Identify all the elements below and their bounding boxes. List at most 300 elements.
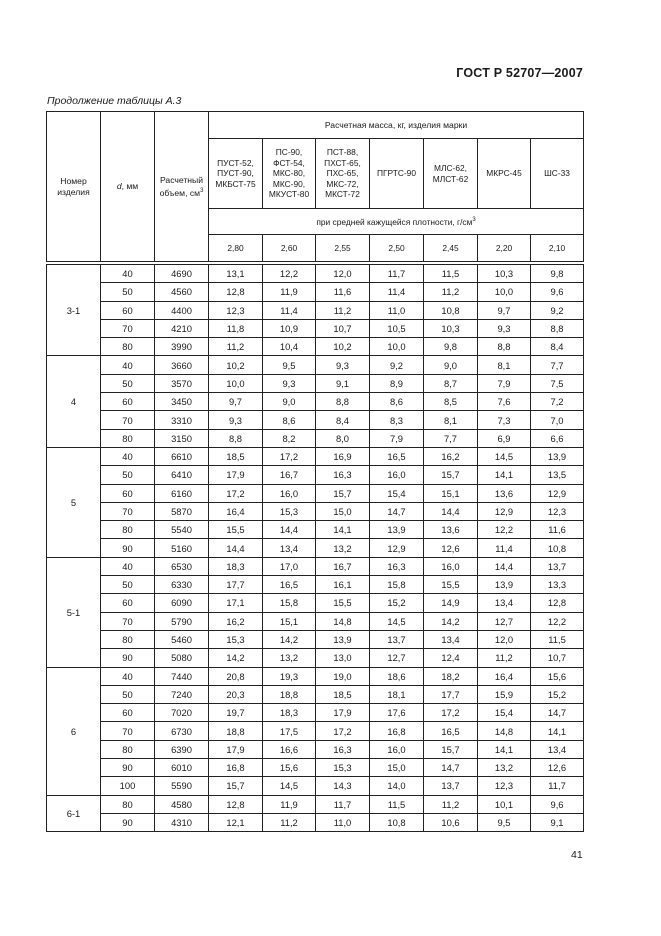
d-cell: 40 xyxy=(101,557,155,575)
mass-cell: 14,2 xyxy=(263,630,316,648)
mass-cell: 15,6 xyxy=(531,667,584,685)
volume-cell: 3570 xyxy=(155,374,209,392)
mass-cell: 14,7 xyxy=(370,502,424,520)
mass-cell: 14,5 xyxy=(263,777,316,795)
volume-cell: 5160 xyxy=(155,539,209,557)
mass-cell: 13,1 xyxy=(209,265,263,283)
table-row xyxy=(47,759,584,777)
table-row xyxy=(47,630,584,648)
mass-cell: 15,4 xyxy=(370,484,424,502)
table-body xyxy=(47,265,584,832)
page-number: 41 xyxy=(571,849,583,861)
table-row xyxy=(47,429,584,447)
mass-cell: 9,7 xyxy=(209,393,263,411)
mass-cell: 8,0 xyxy=(316,429,370,447)
mass-cell: 9,6 xyxy=(531,283,584,301)
volume-cell: 3990 xyxy=(155,338,209,356)
volume-cell: 4580 xyxy=(155,795,209,813)
mass-cell: 19,0 xyxy=(316,667,370,685)
mass-cell: 6,9 xyxy=(478,429,531,447)
mass-cell: 13,2 xyxy=(316,539,370,557)
mass-cell: 14,7 xyxy=(424,759,478,777)
d-cell: 80 xyxy=(101,338,155,356)
mass-cell: 10,8 xyxy=(424,301,478,319)
mass-cell: 15,4 xyxy=(478,704,531,722)
d-cell: 50 xyxy=(101,685,155,703)
mass-cell: 16,0 xyxy=(370,466,424,484)
mass-cell: 12,0 xyxy=(478,630,531,648)
table-row xyxy=(47,319,584,337)
d-cell: 50 xyxy=(101,374,155,392)
mass-cell: 16,2 xyxy=(424,447,478,465)
volume-cell: 4560 xyxy=(155,283,209,301)
mass-cell: 13,3 xyxy=(531,576,584,594)
mass-cell: 11,7 xyxy=(316,795,370,813)
table-row xyxy=(47,649,584,667)
table-caption: Продолжение таблицы А.3 xyxy=(47,95,182,107)
mass-cell: 8,8 xyxy=(531,319,584,337)
mass-cell: 13,9 xyxy=(531,447,584,465)
mass-cell: 16,8 xyxy=(209,759,263,777)
mass-cell: 18,3 xyxy=(263,704,316,722)
brand-line: ШС-33 xyxy=(544,168,570,179)
d-cell: 80 xyxy=(101,521,155,539)
header-density-value: 2,20 xyxy=(478,235,531,262)
mass-cell: 15,2 xyxy=(531,685,584,703)
mass-cell: 9,0 xyxy=(263,393,316,411)
mass-cell: 8,8 xyxy=(478,338,531,356)
d-cell: 70 xyxy=(101,319,155,337)
mass-cell: 9,3 xyxy=(263,374,316,392)
volume-cell: 6730 xyxy=(155,722,209,740)
table-row xyxy=(47,393,584,411)
item-number-cell: 6 xyxy=(47,667,101,795)
volume-cell: 6090 xyxy=(155,594,209,612)
mass-cell: 17,7 xyxy=(424,685,478,703)
mass-cell: 16,0 xyxy=(424,557,478,575)
mass-cell: 14,5 xyxy=(370,612,424,630)
mass-cell: 8,6 xyxy=(370,393,424,411)
mass-cell: 16,8 xyxy=(370,722,424,740)
volume-cell: 6390 xyxy=(155,740,209,758)
volume-cell: 6330 xyxy=(155,576,209,594)
d-cell: 100 xyxy=(101,777,155,795)
mass-cell: 15,2 xyxy=(370,594,424,612)
mass-cell: 15,3 xyxy=(316,759,370,777)
mass-cell: 12,8 xyxy=(209,795,263,813)
brand-line: МЛСТ-62 xyxy=(432,173,469,184)
d-cell: 80 xyxy=(101,429,155,447)
volume-cell: 3450 xyxy=(155,393,209,411)
mass-cell: 14,1 xyxy=(531,722,584,740)
mass-cell: 17,6 xyxy=(370,704,424,722)
mass-cell: 10,3 xyxy=(424,319,478,337)
volume-cell: 6610 xyxy=(155,447,209,465)
header-density-value: 2,55 xyxy=(316,235,370,262)
mass-cell: 9,5 xyxy=(478,813,531,831)
brand-line: ПС-90, xyxy=(275,147,303,158)
header-brand-3 xyxy=(316,139,370,209)
mass-cell: 11,5 xyxy=(424,265,478,283)
mass-cell: 15,5 xyxy=(209,521,263,539)
mass-cell: 18,8 xyxy=(209,722,263,740)
mass-cell: 12,2 xyxy=(478,521,531,539)
mass-cell: 10,8 xyxy=(531,539,584,557)
mass-cell: 10,4 xyxy=(263,338,316,356)
mass-cell: 7,2 xyxy=(531,393,584,411)
header-brand-5 xyxy=(424,139,478,209)
brand-line: ПХС-65, xyxy=(326,168,359,179)
header-brand-1 xyxy=(209,139,263,209)
mass-cell: 10,0 xyxy=(478,283,531,301)
mass-cell: 9,5 xyxy=(263,356,316,374)
volume-cell: 3660 xyxy=(155,356,209,374)
mass-cell: 13,4 xyxy=(263,539,316,557)
mass-cell: 11,9 xyxy=(263,283,316,301)
d-cell: 90 xyxy=(101,649,155,667)
mass-cell: 13,9 xyxy=(370,521,424,539)
mass-cell: 13,7 xyxy=(531,557,584,575)
mass-cell: 13,6 xyxy=(478,484,531,502)
table-row xyxy=(47,685,584,703)
table-row xyxy=(47,594,584,612)
mass-cell: 14,1 xyxy=(316,521,370,539)
mass-cell: 12,3 xyxy=(478,777,531,795)
mass-cell: 14,0 xyxy=(370,777,424,795)
mass-cell: 16,1 xyxy=(316,576,370,594)
mass-cell: 14,7 xyxy=(531,704,584,722)
brand-line: ПХСТ-65, xyxy=(324,157,361,168)
item-number-cell: 3-1 xyxy=(47,265,101,356)
mass-cell: 12,7 xyxy=(478,612,531,630)
mass-cell: 11,2 xyxy=(263,813,316,831)
mass-cell: 8,4 xyxy=(316,411,370,429)
brand-line: ПУСТ-90, xyxy=(217,168,254,179)
d-cell: 70 xyxy=(101,411,155,429)
mass-cell: 19,3 xyxy=(263,667,316,685)
mass-cell: 10,7 xyxy=(531,649,584,667)
mass-cell: 15,1 xyxy=(263,612,316,630)
mass-cell: 14,4 xyxy=(209,539,263,557)
mass-cell: 9,1 xyxy=(316,374,370,392)
mass-cell: 12,7 xyxy=(370,649,424,667)
table-row xyxy=(47,576,584,594)
mass-cell: 11,2 xyxy=(316,301,370,319)
mass-cell: 14,3 xyxy=(316,777,370,795)
brand-line: ФСТ-54, xyxy=(273,157,305,168)
header-mass-title: Расчетная масса, кг, изделия марки xyxy=(209,112,584,139)
mass-cell: 17,2 xyxy=(209,484,263,502)
table-row xyxy=(47,777,584,795)
table-row xyxy=(47,521,584,539)
d-cell: 50 xyxy=(101,283,155,301)
volume-cell: 6530 xyxy=(155,557,209,575)
mass-cell: 12,9 xyxy=(370,539,424,557)
mass-cell: 8,8 xyxy=(316,393,370,411)
table-row xyxy=(47,301,584,319)
mass-cell: 10,0 xyxy=(209,374,263,392)
d-cell: 40 xyxy=(101,356,155,374)
mass-cell: 11,0 xyxy=(316,813,370,831)
mass-cell: 8,1 xyxy=(424,411,478,429)
mass-cell: 20,8 xyxy=(209,667,263,685)
mass-cell: 12,1 xyxy=(209,813,263,831)
brand-line: МКБСТ-75 xyxy=(215,178,256,189)
table-row xyxy=(47,539,584,557)
mass-cell: 18,6 xyxy=(370,667,424,685)
mass-cell: 7,3 xyxy=(478,411,531,429)
mass-cell: 11,2 xyxy=(478,649,531,667)
mass-cell: 17,2 xyxy=(316,722,370,740)
volume-cell: 5080 xyxy=(155,649,209,667)
volume-cell: 5590 xyxy=(155,777,209,795)
mass-cell: 13,4 xyxy=(531,740,584,758)
brand-line: МКС-72, xyxy=(326,178,359,189)
table-row xyxy=(47,704,584,722)
table-row xyxy=(47,484,584,502)
mass-cell: 9,6 xyxy=(531,795,584,813)
volume-cell: 4310 xyxy=(155,813,209,831)
mass-cell: 9,2 xyxy=(531,301,584,319)
volume-cell: 6160 xyxy=(155,484,209,502)
brand-line: МКУСТ-80 xyxy=(268,189,310,200)
mass-cell: 7,0 xyxy=(531,411,584,429)
mass-cell: 15,3 xyxy=(263,502,316,520)
table-row xyxy=(47,265,584,283)
mass-cell: 16,9 xyxy=(316,447,370,465)
mass-cell: 7,5 xyxy=(531,374,584,392)
mass-cell: 16,2 xyxy=(209,612,263,630)
item-number-cell: 5 xyxy=(47,447,101,557)
mass-cell: 14,8 xyxy=(478,722,531,740)
d-cell: 70 xyxy=(101,722,155,740)
mass-cell: 13,4 xyxy=(424,630,478,648)
mass-cell: 18,3 xyxy=(209,557,263,575)
brand-line: ПУСТ-52, xyxy=(217,157,254,168)
mass-cell: 15,5 xyxy=(424,576,478,594)
mass-cell: 10,2 xyxy=(316,338,370,356)
mass-cell: 15,8 xyxy=(370,576,424,594)
mass-cell: 11,9 xyxy=(263,795,316,813)
mass-cell: 12,8 xyxy=(531,594,584,612)
mass-cell: 15,7 xyxy=(316,484,370,502)
item-number-cell: 5-1 xyxy=(47,557,101,667)
mass-cell: 15,7 xyxy=(424,740,478,758)
mass-cell: 10,7 xyxy=(316,319,370,337)
mass-cell: 14,2 xyxy=(209,649,263,667)
header-brand-2 xyxy=(263,139,316,209)
mass-cell: 16,4 xyxy=(209,502,263,520)
volume-cell: 5870 xyxy=(155,502,209,520)
mass-cell: 17,1 xyxy=(209,594,263,612)
table-row xyxy=(47,740,584,758)
mass-cell: 16,5 xyxy=(263,576,316,594)
volume-cell: 3150 xyxy=(155,429,209,447)
header-brand-6 xyxy=(478,139,531,209)
mass-cell: 15,1 xyxy=(424,484,478,502)
volume-cell: 4690 xyxy=(155,265,209,283)
mass-cell: 18,5 xyxy=(209,447,263,465)
header-density-value: 2,45 xyxy=(424,235,478,262)
mass-cell: 14,1 xyxy=(478,466,531,484)
mass-cell: 17,5 xyxy=(263,722,316,740)
mass-cell: 8,5 xyxy=(424,393,478,411)
table-row xyxy=(47,338,584,356)
mass-cell: 14,4 xyxy=(424,502,478,520)
mass-cell: 15,0 xyxy=(316,502,370,520)
mass-cell: 12,2 xyxy=(263,265,316,283)
d-cell: 90 xyxy=(101,759,155,777)
mass-cell: 11,2 xyxy=(424,795,478,813)
mass-cell: 16,0 xyxy=(370,740,424,758)
volume-cell: 6010 xyxy=(155,759,209,777)
brand-line: МЛС-62, xyxy=(434,163,467,173)
volume-cell: 7440 xyxy=(155,667,209,685)
mass-cell: 9,0 xyxy=(424,356,478,374)
mass-cell: 11,6 xyxy=(531,521,584,539)
volume-cell: 6410 xyxy=(155,466,209,484)
item-number-cell: 4 xyxy=(47,356,101,447)
table-row xyxy=(47,466,584,484)
mass-cell: 11,6 xyxy=(316,283,370,301)
table-row xyxy=(47,795,584,813)
mass-cell: 12,4 xyxy=(424,649,478,667)
volume-cell: 3310 xyxy=(155,411,209,429)
d-cell: 60 xyxy=(101,393,155,411)
d-cell: 70 xyxy=(101,612,155,630)
mass-cell: 11,5 xyxy=(370,795,424,813)
mass-cell: 12,8 xyxy=(209,283,263,301)
mass-cell: 14,2 xyxy=(424,612,478,630)
mass-cell: 14,4 xyxy=(263,521,316,539)
mass-cell: 18,5 xyxy=(316,685,370,703)
mass-cell: 11,2 xyxy=(424,283,478,301)
header-item-number: Номер изделия xyxy=(47,112,101,262)
mass-cell: 18,8 xyxy=(263,685,316,703)
mass-cell: 7,7 xyxy=(424,429,478,447)
mass-cell: 10,6 xyxy=(424,813,478,831)
mass-cell: 11,5 xyxy=(531,630,584,648)
mass-cell: 9,2 xyxy=(370,356,424,374)
mass-cell: 9,8 xyxy=(424,338,478,356)
mass-cell: 13,4 xyxy=(478,594,531,612)
brand-line: МКС-90, xyxy=(272,178,306,189)
mass-cell: 9,8 xyxy=(531,265,584,283)
d-cell: 40 xyxy=(101,265,155,283)
mass-cell: 10,5 xyxy=(370,319,424,337)
mass-cell: 15,5 xyxy=(316,594,370,612)
mass-cell: 13,6 xyxy=(424,521,478,539)
d-cell: 50 xyxy=(101,576,155,594)
mass-cell: 12,3 xyxy=(531,502,584,520)
mass-cell: 14,8 xyxy=(316,612,370,630)
mass-table xyxy=(46,111,584,832)
table-header xyxy=(47,112,584,265)
volume-cell: 5460 xyxy=(155,630,209,648)
mass-cell: 15,0 xyxy=(370,759,424,777)
mass-cell: 12,6 xyxy=(424,539,478,557)
mass-cell: 14,4 xyxy=(478,557,531,575)
mass-cell: 8,2 xyxy=(263,429,316,447)
table-row xyxy=(47,667,584,685)
mass-cell: 9,7 xyxy=(478,301,531,319)
mass-cell: 12,6 xyxy=(531,759,584,777)
mass-cell: 15,7 xyxy=(209,777,263,795)
mass-cell: 17,7 xyxy=(209,576,263,594)
mass-cell: 8,1 xyxy=(478,356,531,374)
mass-cell: 7,9 xyxy=(370,429,424,447)
d-cell: 90 xyxy=(101,813,155,831)
mass-cell: 12,2 xyxy=(531,612,584,630)
d-cell: 60 xyxy=(101,594,155,612)
mass-cell: 11,4 xyxy=(478,539,531,557)
standard-code: ГОСТ Р 52707—2007 xyxy=(456,66,583,80)
header-brand-7 xyxy=(531,139,584,209)
table-row xyxy=(47,612,584,630)
mass-cell: 13,9 xyxy=(316,630,370,648)
mass-cell: 11,4 xyxy=(370,283,424,301)
d-cell: 70 xyxy=(101,502,155,520)
volume-cell: 7240 xyxy=(155,685,209,703)
mass-cell: 16,4 xyxy=(478,667,531,685)
mass-cell: 16,7 xyxy=(316,557,370,575)
mass-cell: 16,3 xyxy=(316,740,370,758)
mass-cell: 8,9 xyxy=(370,374,424,392)
mass-cell: 11,7 xyxy=(370,265,424,283)
mass-cell: 13,7 xyxy=(370,630,424,648)
table-row xyxy=(47,447,584,465)
header-d: d, мм xyxy=(101,112,155,262)
d-cell: 60 xyxy=(101,301,155,319)
brand-line: МКРС-45 xyxy=(486,168,522,179)
mass-cell: 12,3 xyxy=(209,301,263,319)
volume-cell: 4400 xyxy=(155,301,209,319)
mass-cell: 15,7 xyxy=(424,466,478,484)
volume-cell: 5540 xyxy=(155,521,209,539)
mass-cell: 9,3 xyxy=(478,319,531,337)
mass-cell: 14,9 xyxy=(424,594,478,612)
mass-cell: 16,5 xyxy=(424,722,478,740)
mass-cell: 8,4 xyxy=(531,338,584,356)
mass-cell: 18,1 xyxy=(370,685,424,703)
mass-cell: 16,3 xyxy=(316,466,370,484)
table-row xyxy=(47,502,584,520)
mass-cell: 15,8 xyxy=(263,594,316,612)
header-density-value: 2,80 xyxy=(209,235,263,262)
d-cell: 60 xyxy=(101,484,155,502)
d-cell: 40 xyxy=(101,447,155,465)
mass-cell: 19,7 xyxy=(209,704,263,722)
mass-cell: 7,9 xyxy=(478,374,531,392)
mass-cell: 11,0 xyxy=(370,301,424,319)
header-density-value: 2,50 xyxy=(370,235,424,262)
mass-cell: 12,9 xyxy=(478,502,531,520)
mass-cell: 12,0 xyxy=(316,265,370,283)
mass-cell: 9,3 xyxy=(316,356,370,374)
mass-cell: 10,0 xyxy=(370,338,424,356)
brand-line: МКСТ-72 xyxy=(325,189,360,200)
mass-cell: 17,9 xyxy=(209,740,263,758)
mass-cell: 13,2 xyxy=(478,759,531,777)
mass-cell: 7,6 xyxy=(478,393,531,411)
volume-cell: 7020 xyxy=(155,704,209,722)
mass-cell: 20,3 xyxy=(209,685,263,703)
mass-cell: 17,9 xyxy=(316,704,370,722)
mass-cell: 16,5 xyxy=(370,447,424,465)
mass-cell: 8,6 xyxy=(263,411,316,429)
table-row xyxy=(47,722,584,740)
mass-cell: 8,8 xyxy=(209,429,263,447)
